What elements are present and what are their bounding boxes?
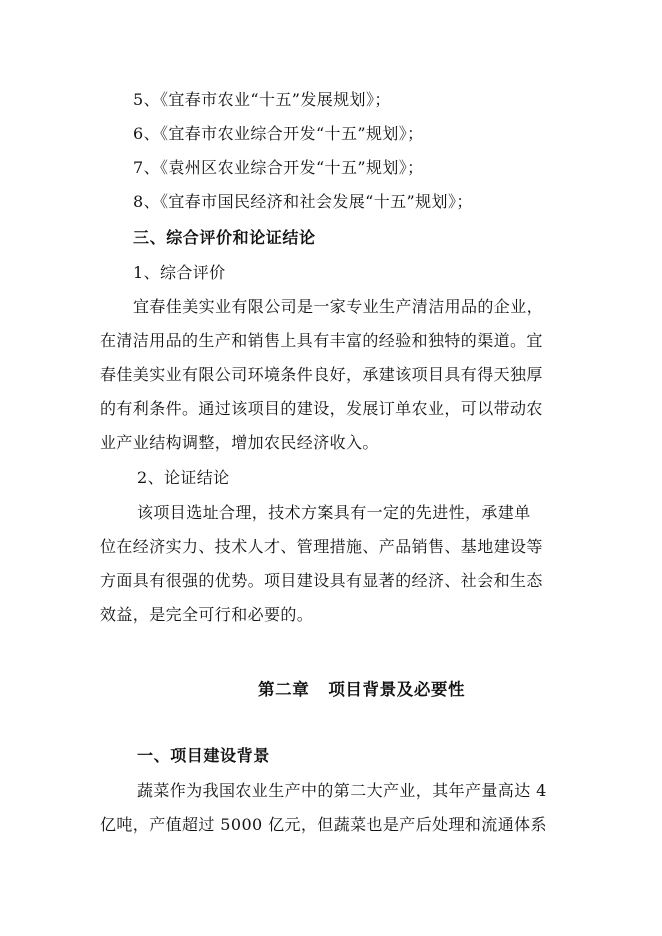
subsection-heading-evaluation: 1、综合评价 bbox=[133, 263, 226, 282]
reference-item-8: 8、《宜春市国民经济和社会发展“十五”规划》； bbox=[133, 192, 473, 211]
subsection-heading-conclusion: 2、论证结论 bbox=[137, 468, 230, 487]
reference-item-7: 7、《袁州区农业综合开发“十五”规划》； bbox=[133, 158, 424, 177]
paragraph-line: 春佳美实业有限公司环境条件良好，承建该项目具有得天独厚 bbox=[100, 365, 543, 384]
paragraph-line: 亿吨，产值超过 5000 亿元，但蔬菜也是产后处理和流通体系 bbox=[100, 815, 547, 834]
chapter-title: 第二章 项目背景及必要性 bbox=[258, 680, 466, 699]
paragraph-line: 该项目选址合理，技术方案具有一定的先进性，承建单 bbox=[137, 503, 531, 522]
paragraph-line: 宜春佳美实业有限公司是一家专业生产清洁用品的企业， bbox=[133, 297, 544, 316]
paragraph-line: 在清洁用品的生产和销售上具有丰富的经验和独特的渠道。宜 bbox=[100, 331, 543, 350]
reference-item-6: 6、《宜春市农业综合开发“十五”规划》； bbox=[133, 124, 424, 143]
paragraph-line: 蔬菜作为我国农业生产中的第二大产业，其年产量高达 4 bbox=[137, 781, 547, 800]
paragraph-line: 业产业结构调整，增加农民经济收入。 bbox=[100, 433, 379, 452]
paragraph-line: 的有利条件。通过该项目的建设，发展订单农业，可以带动农 bbox=[100, 399, 543, 418]
reference-item-5: 5、《宜春市农业“十五”发展规划》； bbox=[133, 90, 391, 109]
paragraph-line: 效益，是完全可行和必要的。 bbox=[100, 605, 314, 624]
paragraph-line: 方面具有很强的优势。项目建设具有显著的经济、社会和生态 bbox=[100, 571, 543, 590]
paragraph-line: 位在经济实力、技术人才、管理措施、产品销售、基地建设等 bbox=[100, 537, 543, 556]
section-heading-background: 一、项目建设背景 bbox=[137, 746, 270, 765]
section-heading-evaluation: 三、综合评价和论证结论 bbox=[133, 228, 316, 247]
